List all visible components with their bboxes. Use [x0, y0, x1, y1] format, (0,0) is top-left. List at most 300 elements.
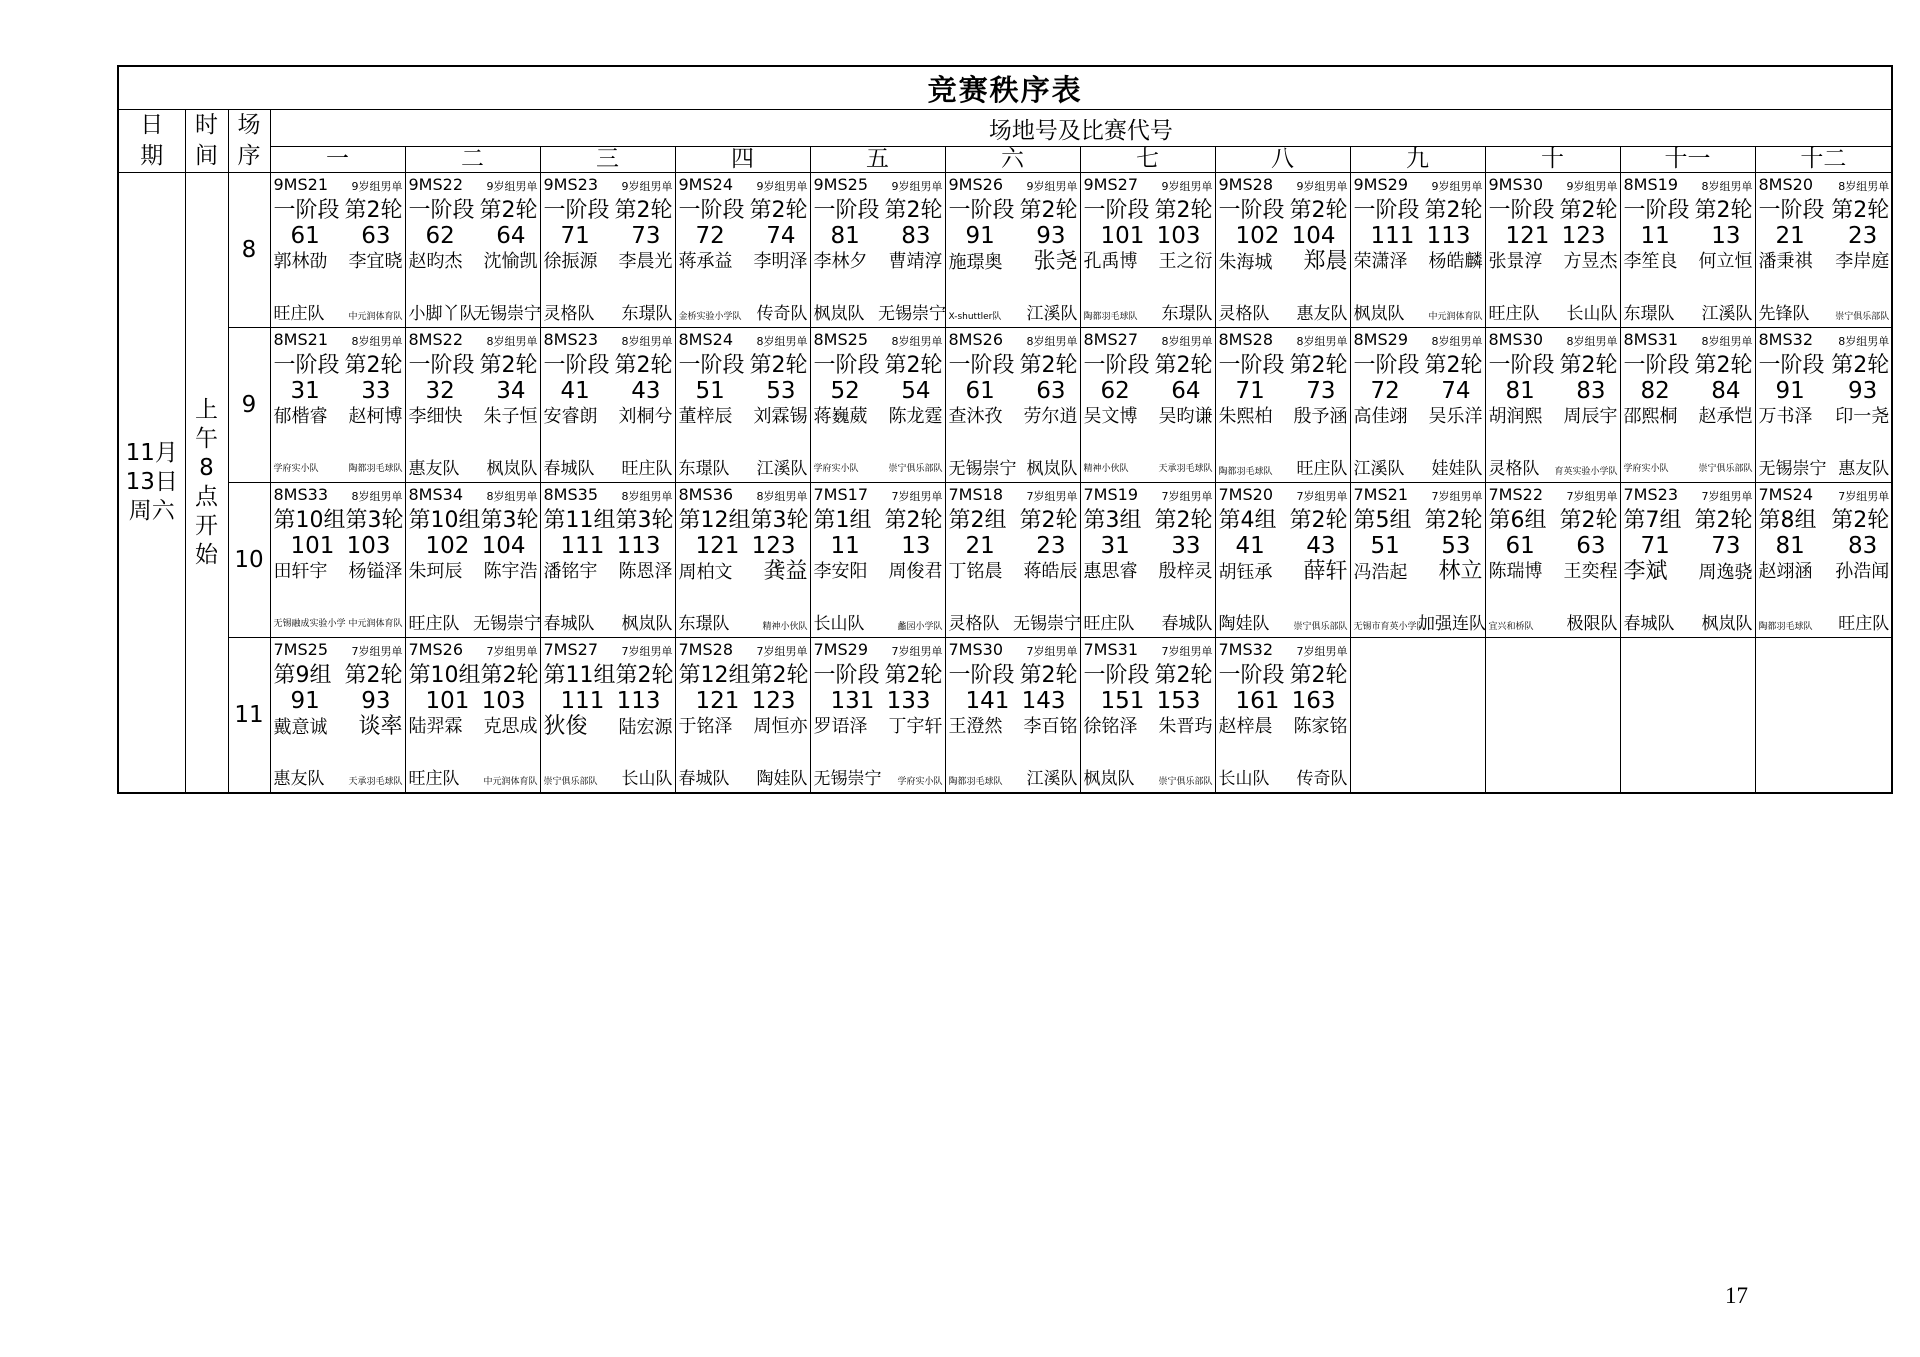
- stage-label: 一阶段: [408, 353, 475, 378]
- category-label: 9岁组男单: [1566, 180, 1618, 193]
- team-name: 中元润体育队: [1428, 312, 1483, 322]
- team-name: 精神小伙队: [1083, 464, 1129, 474]
- category-label: 8岁组男单: [1161, 335, 1213, 348]
- category-label: 9岁组男单: [891, 180, 943, 193]
- player-row: [1081, 713, 1215, 741]
- match-card: [271, 483, 405, 637]
- player-name: 李安阳: [813, 561, 868, 582]
- stage-row: [406, 197, 540, 224]
- player-name: 王澄然: [948, 716, 1003, 737]
- team-name: 小脚丫队: [408, 304, 477, 324]
- match-card: [676, 328, 810, 482]
- match-cell: [270, 173, 405, 328]
- seed-number: 163: [1291, 688, 1336, 714]
- match-card: [406, 638, 540, 792]
- seed-number: 81: [830, 223, 860, 249]
- category-label: 8岁组男单: [1026, 335, 1078, 348]
- seed-row: [271, 224, 405, 248]
- round-label: 第2轮: [1154, 353, 1213, 378]
- seed-row: [271, 689, 405, 713]
- team-name: 东璟队: [678, 614, 730, 634]
- stage-label: 第6组: [1488, 508, 1547, 533]
- player-name: 狄俊: [543, 714, 588, 739]
- team-name: 崇宁俱乐部队: [888, 464, 943, 474]
- match-code-row: [271, 638, 405, 662]
- stage-row: [676, 197, 810, 224]
- match-card: [811, 638, 945, 792]
- player-name: 陆宏源: [618, 717, 673, 738]
- player-name: 王奕程: [1563, 561, 1618, 582]
- team-name: 宜兴和桥队: [1488, 622, 1534, 632]
- player-row: [1081, 248, 1215, 276]
- seed-number: 72: [1370, 378, 1400, 404]
- match-code: 9MS29: [1353, 175, 1408, 194]
- round-label: 第2轮: [1694, 198, 1753, 223]
- round-label: 第2轮: [1019, 663, 1078, 688]
- match-code: 9MS22: [408, 175, 463, 194]
- stage-label: 第12组: [678, 663, 751, 688]
- seed-number: 104: [1291, 223, 1336, 249]
- seed-number: 113: [616, 533, 661, 559]
- player-name: 龚益: [763, 559, 808, 584]
- seed-number: 54: [901, 378, 931, 404]
- team-name: 天承羽毛球队: [1158, 464, 1213, 474]
- match-code-row: [1216, 328, 1350, 352]
- player-row: [1621, 403, 1755, 431]
- seed-number: 63: [1036, 378, 1066, 404]
- team-row: [1621, 613, 1755, 635]
- seed-row: [271, 379, 405, 403]
- category-label: 9岁组男单: [486, 180, 538, 193]
- stage-label: 一阶段: [543, 198, 610, 223]
- match-cell: [1080, 173, 1215, 328]
- player-row: [1621, 558, 1755, 586]
- seed-row: [541, 379, 675, 403]
- player-name: 丁铭晨: [948, 561, 1003, 582]
- seed-number: 113: [616, 688, 661, 714]
- seed-row: [406, 224, 540, 248]
- player-name: 殷梓灵: [1158, 561, 1213, 582]
- team-name: 中元润体育队: [348, 619, 403, 629]
- player-name: 施璟奥: [948, 252, 1003, 273]
- team-name: 江溪队: [1026, 769, 1078, 789]
- match-card: [1756, 328, 1892, 482]
- player-name: 李细快: [408, 406, 463, 427]
- team-row: [1756, 303, 1892, 325]
- team-name: 无锡融成实验小学: [273, 619, 346, 629]
- seed-number: 71: [1235, 378, 1265, 404]
- match-code-row: [676, 328, 810, 352]
- match-code: 7MS19: [1083, 485, 1138, 504]
- team-name: 枫岚队: [1026, 459, 1078, 479]
- round-label: 第2轮: [1559, 198, 1618, 223]
- match-card: [1081, 483, 1215, 637]
- player-name: 吴乐洋: [1428, 406, 1483, 427]
- seed-row: [1216, 379, 1350, 403]
- header-text: 间: [195, 143, 218, 169]
- stage-row: [1621, 197, 1755, 224]
- match-cell: [810, 173, 945, 328]
- round-label: 第2轮: [1289, 198, 1348, 223]
- team-name: 灵格队: [948, 614, 1000, 634]
- seed-number: 123: [751, 688, 796, 714]
- player-name: 丁宇轩: [888, 716, 943, 737]
- stage-label: 一阶段: [273, 353, 340, 378]
- player-name: 陈宇浩: [483, 561, 538, 582]
- round-row: [118, 483, 1892, 638]
- seed-row: [946, 224, 1080, 248]
- player-row: [676, 248, 810, 276]
- round-label: 第2轮: [344, 663, 403, 688]
- match-cell: [540, 328, 675, 483]
- court-header: 十一: [1620, 147, 1755, 173]
- stage-label: 一阶段: [1488, 198, 1555, 223]
- seed-number: 43: [631, 378, 661, 404]
- stage-row: [676, 662, 810, 689]
- player-name: 田轩宇: [273, 561, 328, 582]
- match-cell: [810, 638, 945, 794]
- team-name: 天承羽毛球队: [348, 777, 403, 787]
- seed-number: 83: [1847, 533, 1878, 559]
- seed-number: 64: [1171, 378, 1201, 404]
- match-cell: [1215, 638, 1350, 794]
- player-name: 吴文博: [1083, 406, 1138, 427]
- player-name: 罗语泽: [813, 716, 868, 737]
- category-label: 9岁组男单: [756, 180, 808, 193]
- category-label: 8岁组男单: [891, 335, 943, 348]
- category-label: 7岁组男单: [1838, 490, 1890, 503]
- player-row: [676, 713, 810, 741]
- seed-number: 121: [695, 533, 740, 559]
- player-name: 谈率: [358, 714, 403, 739]
- stage-label: 第9组: [273, 663, 332, 688]
- court-header: 二: [405, 147, 540, 173]
- team-row: [1621, 303, 1755, 325]
- seed-number: 33: [361, 378, 391, 404]
- round-label: 第2轮: [749, 353, 808, 378]
- stage-row: [1756, 352, 1892, 379]
- seed-row: [1756, 379, 1892, 403]
- player-row: [1351, 558, 1485, 586]
- team-name: 长山队: [1218, 769, 1270, 789]
- team-name: 陶都羽毛球队: [1758, 622, 1813, 632]
- match-card: [1216, 483, 1350, 637]
- player-name: 郑晨: [1303, 249, 1348, 274]
- player-row: [1351, 248, 1485, 276]
- match-cell: [675, 638, 810, 794]
- date-text: 周六: [128, 498, 175, 524]
- category-label: 7岁组男单: [486, 645, 538, 658]
- seed-row: [1081, 689, 1215, 713]
- match-code: 8MS29: [1353, 330, 1408, 349]
- match-code-row: [1351, 328, 1485, 352]
- match-code-row: [1351, 483, 1485, 507]
- round-label: 第2轮: [1424, 353, 1483, 378]
- stage-label: 一阶段: [1758, 353, 1825, 378]
- match-card: [676, 173, 810, 327]
- team-name: 陶娃队: [1218, 614, 1270, 634]
- player-name: 郭林劭: [273, 251, 328, 272]
- seed-number: 83: [1576, 378, 1606, 404]
- round-label: 第2轮: [1424, 198, 1483, 223]
- stage-label: 第4组: [1218, 508, 1277, 533]
- match-cell: [945, 328, 1080, 483]
- round-label: 第2轮: [1831, 508, 1890, 533]
- match-code-row: [1486, 328, 1620, 352]
- player-name: 徐铭泽: [1083, 716, 1138, 737]
- seed-row: [811, 224, 945, 248]
- team-name: 长山队: [621, 769, 673, 789]
- match-cell: [1755, 328, 1892, 483]
- match-card: [1756, 483, 1892, 637]
- stage-label: 一阶段: [273, 198, 340, 223]
- player-name: 胡钰承: [1218, 562, 1273, 583]
- header-text: 时: [195, 112, 218, 138]
- match-code-row: [1621, 328, 1755, 352]
- team-row: [676, 613, 810, 635]
- round-number: 9: [228, 328, 270, 483]
- category-label: 8岁组男单: [486, 490, 538, 503]
- team-name: 中元润体育队: [483, 777, 538, 787]
- match-code: 7MS26: [408, 640, 463, 659]
- match-cell: [1485, 328, 1620, 483]
- player-row: [1081, 403, 1215, 431]
- player-name: 赵翊涵: [1758, 561, 1813, 582]
- team-name: 旺庄队: [408, 769, 460, 789]
- match-card: [1081, 638, 1215, 792]
- player-row: [406, 248, 540, 276]
- match-cell: [1485, 173, 1620, 328]
- time-cell: [185, 173, 228, 794]
- match-code: 8MS25: [813, 330, 868, 349]
- stage-label: 一阶段: [543, 353, 610, 378]
- player-row: [406, 558, 540, 586]
- round-label: 第2轮: [1831, 353, 1890, 378]
- team-row: [406, 613, 540, 635]
- team-name: 无锡崇宁: [813, 769, 882, 789]
- match-card: [811, 328, 945, 482]
- seed-number: 93: [1036, 223, 1066, 249]
- match-code: 9MS27: [1083, 175, 1138, 194]
- category-label: 7岁组男单: [621, 645, 673, 658]
- seed-row: [1351, 534, 1485, 558]
- stage-row: [1621, 507, 1755, 534]
- player-name: 方昱杰: [1563, 251, 1618, 272]
- player-name: 赵柯博: [348, 406, 403, 427]
- match-code: 8MS30: [1488, 330, 1543, 349]
- team-row: [271, 458, 405, 480]
- team-name: 惠友队: [273, 769, 325, 789]
- round-label: 第2轮: [615, 663, 674, 688]
- category-label: 7岁组男单: [1026, 490, 1078, 503]
- team-row: [811, 458, 945, 480]
- match-cell: [675, 173, 810, 328]
- match-card: [1081, 173, 1215, 327]
- seed-row: [946, 534, 1080, 558]
- player-name: 郁楷睿: [273, 406, 328, 427]
- match-code-row: [1081, 173, 1215, 197]
- team-row: [1216, 458, 1350, 480]
- header-text: 日: [140, 112, 164, 138]
- player-row: [811, 558, 945, 586]
- category-label: 8岁组男单: [756, 335, 808, 348]
- seed-number: 73: [1306, 378, 1336, 404]
- match-cell: [540, 638, 675, 794]
- player-row: [1756, 248, 1892, 276]
- stage-row: [1216, 197, 1350, 224]
- seed-row: [1756, 224, 1892, 248]
- team-row: [676, 303, 810, 325]
- team-name: 极限队: [1566, 614, 1618, 634]
- category-label: 7岁组男单: [756, 645, 808, 658]
- seed-number: 53: [1441, 533, 1471, 559]
- team-name: 陶娃队: [756, 769, 808, 789]
- match-code-row: [406, 638, 540, 662]
- seed-number: 23: [1036, 533, 1066, 559]
- seed-number: 74: [766, 223, 796, 249]
- player-name: 朱熙柏: [1218, 406, 1273, 427]
- team-row: [1621, 458, 1755, 480]
- round-label: 第2轮: [1289, 508, 1348, 533]
- seed-row: [676, 534, 810, 558]
- seed-number: 61: [965, 378, 995, 404]
- seed-number: 131: [830, 688, 875, 714]
- schedule-table: [117, 65, 1893, 794]
- match-card: [271, 638, 405, 792]
- seed-number: 103: [1156, 223, 1201, 249]
- empty-match-cell: [1755, 638, 1892, 794]
- round-label: 第2轮: [1154, 663, 1213, 688]
- match-cell: [1215, 173, 1350, 328]
- category-label: 7岁组男单: [891, 490, 943, 503]
- seed-number: 151: [1100, 688, 1145, 714]
- match-code: 7MS30: [948, 640, 1003, 659]
- stage-label: 第10组: [273, 508, 346, 533]
- player-name: 陆羿霖: [408, 716, 463, 737]
- time-text: 开: [195, 512, 218, 539]
- stage-row: [1756, 197, 1892, 224]
- team-row: [676, 458, 810, 480]
- match-cell: [1215, 483, 1350, 638]
- match-code: 7MS31: [1083, 640, 1138, 659]
- team-row: [1081, 768, 1215, 790]
- match-cell: [945, 483, 1080, 638]
- player-name: 沈愉凯: [483, 251, 538, 272]
- category-label: 8岁组男单: [351, 490, 403, 503]
- time-text: 午: [195, 425, 218, 452]
- team-name: 灵格队: [1488, 459, 1540, 479]
- player-name: 朱海城: [1218, 252, 1273, 273]
- match-code: 9MS28: [1218, 175, 1273, 194]
- stage-label: 一阶段: [1083, 198, 1150, 223]
- team-name: 崇宁俱乐部队: [1698, 464, 1753, 474]
- match-card: [1081, 328, 1215, 482]
- player-name: 潘秉祺: [1758, 251, 1813, 272]
- match-code: 8MS26: [948, 330, 1003, 349]
- seed-number: 93: [361, 688, 391, 714]
- category-label: 7岁组男单: [1161, 490, 1213, 503]
- player-row: [811, 713, 945, 741]
- round-label: 第2轮: [749, 198, 808, 223]
- stage-row: [1486, 507, 1620, 534]
- stage-label: 第11组: [543, 508, 616, 533]
- team-name: 中元润体育队: [348, 312, 403, 322]
- match-code: 8MS33: [273, 485, 328, 504]
- match-code: 7MS27: [543, 640, 598, 659]
- round-label: 第2轮: [479, 198, 538, 223]
- round-row: [118, 328, 1892, 483]
- empty-match-cell: [1485, 638, 1620, 794]
- stage-label: 第8组: [1758, 508, 1817, 533]
- player-name: 林立: [1438, 559, 1483, 584]
- team-name: 东璟队: [678, 459, 730, 479]
- seed-number: 121: [1505, 223, 1550, 249]
- round-label: 第2轮: [1019, 198, 1078, 223]
- seed-number: 62: [1100, 378, 1130, 404]
- time-text: 8: [199, 454, 214, 481]
- seed-number: 51: [695, 378, 725, 404]
- match-code: 7MS20: [1218, 485, 1273, 504]
- match-cell: [270, 483, 405, 638]
- round-label: 第2轮: [1289, 353, 1348, 378]
- team-name: 无锡崇宁: [878, 304, 946, 324]
- round-label: 第2轮: [1694, 508, 1753, 533]
- stage-row: [541, 352, 675, 379]
- player-name: 杨皓麟: [1428, 251, 1483, 272]
- player-row: [541, 713, 675, 741]
- seed-number: 101: [425, 688, 470, 714]
- match-code-row: [1216, 483, 1350, 507]
- player-name: 周辰宇: [1563, 406, 1618, 427]
- seed-number: 141: [965, 688, 1010, 714]
- team-name: 育英实验小学队: [1554, 467, 1618, 477]
- stage-label: 第10组: [408, 508, 481, 533]
- stage-label: 一阶段: [1353, 198, 1420, 223]
- seed-row: [1216, 534, 1350, 558]
- category-label: 8岁组男单: [1431, 335, 1483, 348]
- match-code: 7MS29: [813, 640, 868, 659]
- player-row: [1216, 403, 1350, 431]
- team-name: 崇宁俱乐部队: [1835, 312, 1890, 322]
- category-label: 8岁组男单: [756, 490, 808, 503]
- match-code-row: [946, 483, 1080, 507]
- round-label: 第2轮: [884, 198, 943, 223]
- seed-row: [541, 224, 675, 248]
- court-header: 六: [945, 147, 1080, 173]
- player-name: 李晨光: [618, 251, 673, 272]
- player-name: 杨镒泽: [348, 561, 403, 582]
- player-row: [271, 558, 405, 586]
- player-name: 曹靖淳: [888, 251, 943, 272]
- seed-number: 32: [425, 378, 455, 404]
- seed-row: [406, 379, 540, 403]
- match-code-row: [541, 483, 675, 507]
- team-name: 金桥实验小学队: [678, 312, 742, 322]
- stage-row: [541, 662, 675, 689]
- match-code: 8MS20: [1758, 175, 1813, 194]
- player-name: 殷予涵: [1293, 406, 1348, 427]
- match-cell: [1350, 483, 1485, 638]
- match-card: [541, 483, 675, 637]
- player-name: 朱晋玙: [1158, 716, 1213, 737]
- player-name: 赵梓晨: [1218, 716, 1273, 737]
- page-title: 竞赛秩序表: [118, 66, 1892, 110]
- seed-number: 13: [901, 533, 931, 559]
- match-code: 8MS32: [1758, 330, 1813, 349]
- match-code: 8MS22: [408, 330, 463, 349]
- player-name: 高佳翊: [1353, 406, 1408, 427]
- match-code-row: [811, 483, 945, 507]
